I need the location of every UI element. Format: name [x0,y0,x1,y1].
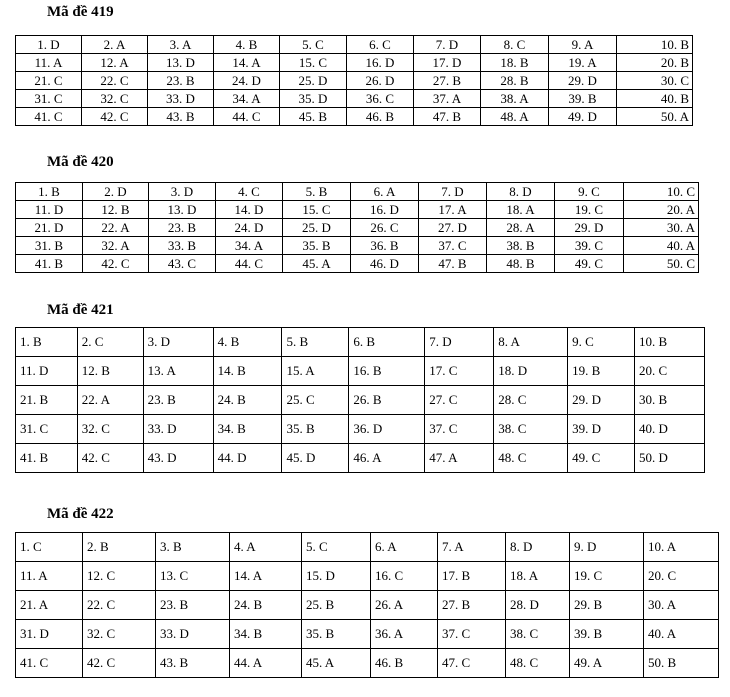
answer-cell: 47. A [425,444,494,473]
answer-cell: 42. C [82,108,148,126]
table-row [16,108,693,126]
answer-cell: 38. C [506,620,570,649]
answer-cell: 24. B [230,591,302,620]
answer-cell: 31. B [16,237,83,255]
answer-cell: 29. D [549,72,617,90]
answer-cell: 20. A [624,201,699,219]
answer-cell: 41. C [16,108,82,126]
answer-cell: 30. C [617,72,693,90]
answer-cell: 45. D [282,444,349,473]
answer-cell: 15. C [280,54,347,72]
answer-cell: 36. A [371,620,438,649]
answer-cell: 22. C [82,72,148,90]
answer-cell: 10. B [635,328,705,357]
answer-cell: 41. C [16,649,83,678]
answer-cell: 29. D [555,219,624,237]
answer-cell: 12. A [82,54,148,72]
answer-cell: 21. D [16,219,83,237]
table-row [16,201,699,219]
answer-cell: 11. A [16,54,82,72]
answer-cell: 18. D [494,357,568,386]
answer-cell: 10. B [617,36,693,54]
answer-cell: 46. B [347,108,414,126]
answer-cell: 15. D [302,562,371,591]
answer-cell: 48. C [506,649,570,678]
answer-cell: 5. C [302,533,371,562]
answer-cell: 37. C [438,620,506,649]
answer-cell: 24. B [213,386,282,415]
answer-cell: 28. B [481,72,549,90]
answer-cell: 35. D [280,90,347,108]
answer-cell: 45. A [302,649,371,678]
answer-cell: 42. C [77,444,143,473]
answer-cell: 3. D [149,183,216,201]
answer-cell: 35. B [283,237,351,255]
answer-table-420 [15,182,699,273]
answer-cell: 1. B [16,328,78,357]
answer-cell: 34. B [213,415,282,444]
table-row [16,533,719,562]
answer-cell: 31. C [16,415,78,444]
answer-cell: 4. C [216,183,283,201]
section-title-421: Mã đề 421 [47,302,114,318]
table-row [16,54,693,72]
table-row [16,649,719,678]
answer-cell: 25. B [302,591,371,620]
table-row [16,620,719,649]
answer-cell: 40. B [617,90,693,108]
answer-cell: 39. D [568,415,635,444]
answer-cell: 47. B [419,255,487,273]
answer-cell: 34. B [230,620,302,649]
answer-cell: 2. B [83,533,156,562]
table-row [16,183,699,201]
answer-cell: 1. C [16,533,83,562]
answer-cell: 25. D [283,219,351,237]
answer-cell: 2. D [83,183,149,201]
answer-cell: 33. D [148,90,214,108]
answer-cell: 44. A [230,649,302,678]
answer-cell: 32. C [83,620,156,649]
answer-cell: 50. B [644,649,719,678]
answer-cell: 8. A [494,328,568,357]
answer-cell: 7. A [438,533,506,562]
answer-cell: 11. A [16,562,83,591]
answer-cell: 13. D [149,201,216,219]
answer-cell: 43. B [156,649,230,678]
answer-cell: 22. A [83,219,149,237]
answer-cell: 22. C [83,591,156,620]
answer-cell: 28. C [494,386,568,415]
answer-cell: 21. C [16,72,82,90]
answer-cell: 33. D [156,620,230,649]
answer-cell: 12. B [77,357,143,386]
answer-cell: 48. A [481,108,549,126]
answer-cell: 32. A [83,237,149,255]
answer-cell: 19. C [555,201,624,219]
answer-cell: 43. B [148,108,214,126]
answer-cell: 29. D [568,386,635,415]
answer-cell: 48. B [487,255,555,273]
answer-cell: 21. A [16,591,83,620]
answer-cell: 20. B [617,54,693,72]
answer-cell: 9. A [549,36,617,54]
answer-cell: 20. C [644,562,719,591]
answer-cell: 24. D [216,219,283,237]
answer-cell: 5. B [283,183,351,201]
answer-cell: 18. A [487,201,555,219]
answer-cell: 8. D [506,533,570,562]
answer-cell: 46. D [351,255,419,273]
answer-cell: 26. D [347,72,414,90]
answer-cell: 25. C [282,386,349,415]
answer-cell: 45. A [283,255,351,273]
answer-cell: 33. D [143,415,213,444]
answer-cell: 25. D [280,72,347,90]
answer-cell: 6. A [371,533,438,562]
answer-cell: 3. B [156,533,230,562]
answer-cell: 49. C [568,444,635,473]
answer-cell: 17. B [438,562,506,591]
answer-cell: 27. C [425,386,494,415]
answer-cell: 39. B [549,90,617,108]
answer-cell: 23. B [148,72,214,90]
answer-cell: 21. B [16,386,78,415]
table-row [16,328,705,357]
answer-cell: 39. C [555,237,624,255]
answer-cell: 49. D [549,108,617,126]
table-row [16,90,693,108]
table-row [16,386,705,415]
answer-cell: 8. C [481,36,549,54]
answer-cell: 23. B [149,219,216,237]
answer-cell: 16. C [371,562,438,591]
section-title-420: Mã đề 420 [47,154,114,170]
answer-cell: 28. D [506,591,570,620]
answer-cell: 31. D [16,620,83,649]
answer-table-421 [15,327,705,473]
answer-cell: 37. A [414,90,481,108]
answer-cell: 38. C [494,415,568,444]
answer-cell: 44. C [214,108,280,126]
answer-cell: 9. D [570,533,644,562]
answer-cell: 28. A [487,219,555,237]
answer-cell: 14. B [213,357,282,386]
answer-cell: 18. A [506,562,570,591]
section-title-422: Mã đề 422 [47,506,114,522]
answer-cell: 14. D [216,201,283,219]
answer-cell: 39. B [570,620,644,649]
answer-cell: 2. A [82,36,148,54]
answer-cell: 19. C [570,562,644,591]
answer-cell: 16. D [347,54,414,72]
answer-cell: 27. B [414,72,481,90]
table-row [16,415,705,444]
answer-cell: 15. A [282,357,349,386]
answer-cell: 35. B [282,415,349,444]
table-row [16,36,693,54]
answer-cell: 44. D [213,444,282,473]
answer-cell: 49. A [570,649,644,678]
answer-cell: 13. C [156,562,230,591]
answer-cell: 17. C [425,357,494,386]
answer-cell: 46. B [371,649,438,678]
answer-cell: 20. C [635,357,705,386]
answer-cell: 27. D [419,219,487,237]
section-title-419: Mã đề 419 [47,4,114,20]
answer-cell: 10. A [644,533,719,562]
table-row [16,357,705,386]
answer-cell: 7. D [425,328,494,357]
table-row [16,591,719,620]
answer-cell: 19. A [549,54,617,72]
answer-cell: 34. A [216,237,283,255]
answer-cell: 11. D [16,357,78,386]
answer-cell: 17. D [414,54,481,72]
answer-cell: 8. D [487,183,555,201]
answer-cell: 35. B [302,620,371,649]
answer-cell: 37. C [419,237,487,255]
answer-cell: 6. A [351,183,419,201]
answer-cell: 30. A [624,219,699,237]
answer-cell: 47. C [438,649,506,678]
answer-cell: 9. C [555,183,624,201]
answer-cell: 19. B [568,357,635,386]
answer-cell: 29. B [570,591,644,620]
answer-cell: 36. C [347,90,414,108]
answer-cell: 23. B [156,591,230,620]
answer-cell: 46. A [349,444,425,473]
answer-cell: 38. B [487,237,555,255]
answer-table-419 [15,35,693,126]
answer-cell: 23. B [143,386,213,415]
answer-cell: 36. D [349,415,425,444]
answer-cell: 49. C [555,255,624,273]
answer-cell: 36. B [351,237,419,255]
answer-cell: 33. B [149,237,216,255]
answer-cell: 5. B [282,328,349,357]
answer-cell: 50. C [624,255,699,273]
answer-cell: 1. D [16,36,82,54]
answer-cell: 34. A [214,90,280,108]
answer-cell: 5. C [280,36,347,54]
answer-cell: 7. D [414,36,481,54]
answer-cell: 38. A [481,90,549,108]
answer-cell: 16. D [351,201,419,219]
answer-cell: 47. B [414,108,481,126]
answer-cell: 26. C [351,219,419,237]
answer-cell: 41. B [16,444,78,473]
answer-cell: 42. C [83,649,156,678]
table-row [16,219,699,237]
answer-cell: 43. D [143,444,213,473]
answer-cell: 30. B [635,386,705,415]
answer-cell: 43. C [149,255,216,273]
answer-cell: 4. A [230,533,302,562]
table-row [16,255,699,273]
answer-cell: 45. B [280,108,347,126]
answer-cell: 41. B [16,255,83,273]
answer-cell: 32. C [77,415,143,444]
answer-cell: 6. C [347,36,414,54]
answer-cell: 48. C [494,444,568,473]
answer-cell: 31. C [16,90,82,108]
answer-cell: 12. C [83,562,156,591]
answer-cell: 13. A [143,357,213,386]
answer-cell: 13. D [148,54,214,72]
answer-cell: 11. D [16,201,83,219]
answer-cell: 50. A [617,108,693,126]
answer-cell: 3. D [143,328,213,357]
answer-cell: 15. C [283,201,351,219]
answer-cell: 14. A [214,54,280,72]
answer-cell: 17. A [419,201,487,219]
answer-cell: 27. B [438,591,506,620]
answer-cell: 2. C [77,328,143,357]
answer-cell: 40. D [635,415,705,444]
answer-cell: 7. D [419,183,487,201]
answer-cell: 10. C [624,183,699,201]
table-row [16,562,719,591]
answer-cell: 9. C [568,328,635,357]
answer-cell: 30. A [644,591,719,620]
answer-table-422 [15,532,719,678]
table-row [16,237,699,255]
answer-cell: 4. B [213,328,282,357]
answer-cell: 6. B [349,328,425,357]
answer-cell: 16. B [349,357,425,386]
answer-cell: 26. A [371,591,438,620]
answer-cell: 14. A [230,562,302,591]
answer-cell: 40. A [644,620,719,649]
answer-cell: 26. B [349,386,425,415]
answer-cell: 12. B [83,201,149,219]
answer-cell: 42. C [83,255,149,273]
answer-cell: 22. A [77,386,143,415]
answer-cell: 3. A [148,36,214,54]
answer-cell: 24. D [214,72,280,90]
answer-cell: 44. C [216,255,283,273]
answer-cell: 37. C [425,415,494,444]
answer-cell: 4. B [214,36,280,54]
answer-cell: 40. A [624,237,699,255]
table-row [16,72,693,90]
answer-cell: 1. B [16,183,83,201]
answer-cell: 18. B [481,54,549,72]
table-row [16,444,705,473]
answer-cell: 32. C [82,90,148,108]
answer-cell: 50. D [635,444,705,473]
